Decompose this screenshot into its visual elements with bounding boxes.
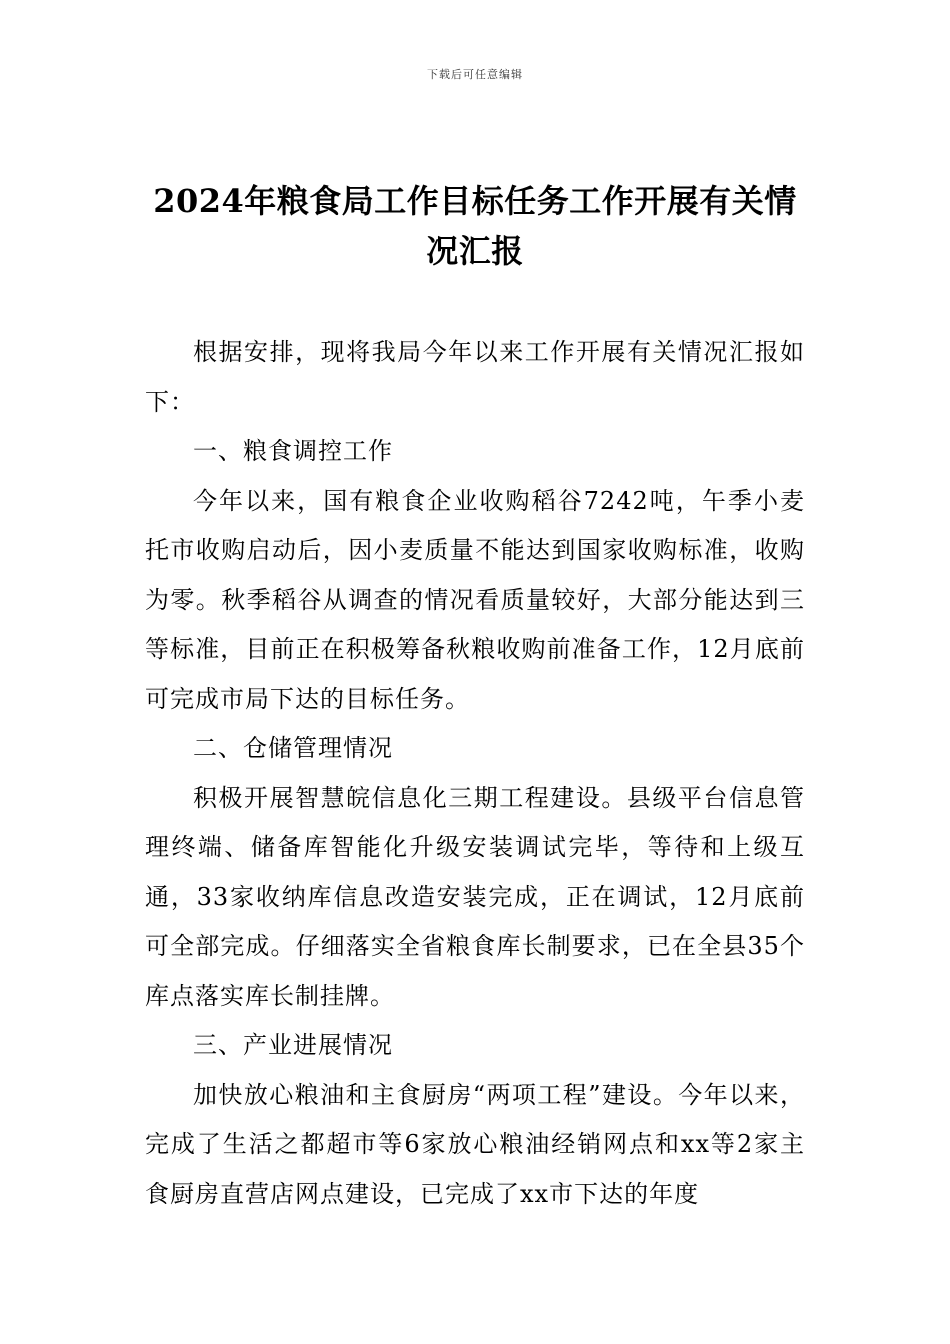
section-heading-storage-management: 二、仓储管理情况 <box>193 734 393 762</box>
intro-paragraph: 根据安排，现将我局今年以来工作开展有关情况汇报如下： <box>145 338 805 416</box>
paragraph-storage-management: 积极开展智慧皖信息化三期工程建设。县级平台信息管理终端、储备库智能化升级安装调试完毕，等待和上级互通，33家收纳库信息改造安装完成，正在调试，12月底前可全部完成。仔细落实全省粮食库长制要求，已在全县35个库点落实库长制挂牌。 <box>145 783 805 1010</box>
document-body <box>145 328 805 1219</box>
page-header-note: 下载后可任意编辑 <box>427 68 523 81</box>
section-heading-industry-progress: 三、产业进展情况 <box>193 1031 393 1059</box>
paragraph-industry-progress: 加快放心粮油和主食厨房“两项工程”建设。今年以来，完成了生活之都超市等6家放心粮油经销网点和xx等2家主食厨房直营店网点建设，已完成了xx市下达的年度 <box>145 1080 805 1208</box>
document-title: 2024年粮食局工作目标任务工作开展有关情况汇报 <box>153 182 797 270</box>
paragraph-grain-regulation: 今年以来，国有粮食企业收购稻谷7242吨，午季小麦托市收购启动后，因小麦质量不能达到国家收购标准，收购为零。秋季稻谷从调查的情况看质量较好，大部分能达到三等标准，目前正在积极筹备秋粮收购前准备工作，12月底前可完成市局下达的目标任务。 <box>145 486 805 713</box>
section-heading-grain-regulation: 一、粮食调控工作 <box>193 437 393 465</box>
